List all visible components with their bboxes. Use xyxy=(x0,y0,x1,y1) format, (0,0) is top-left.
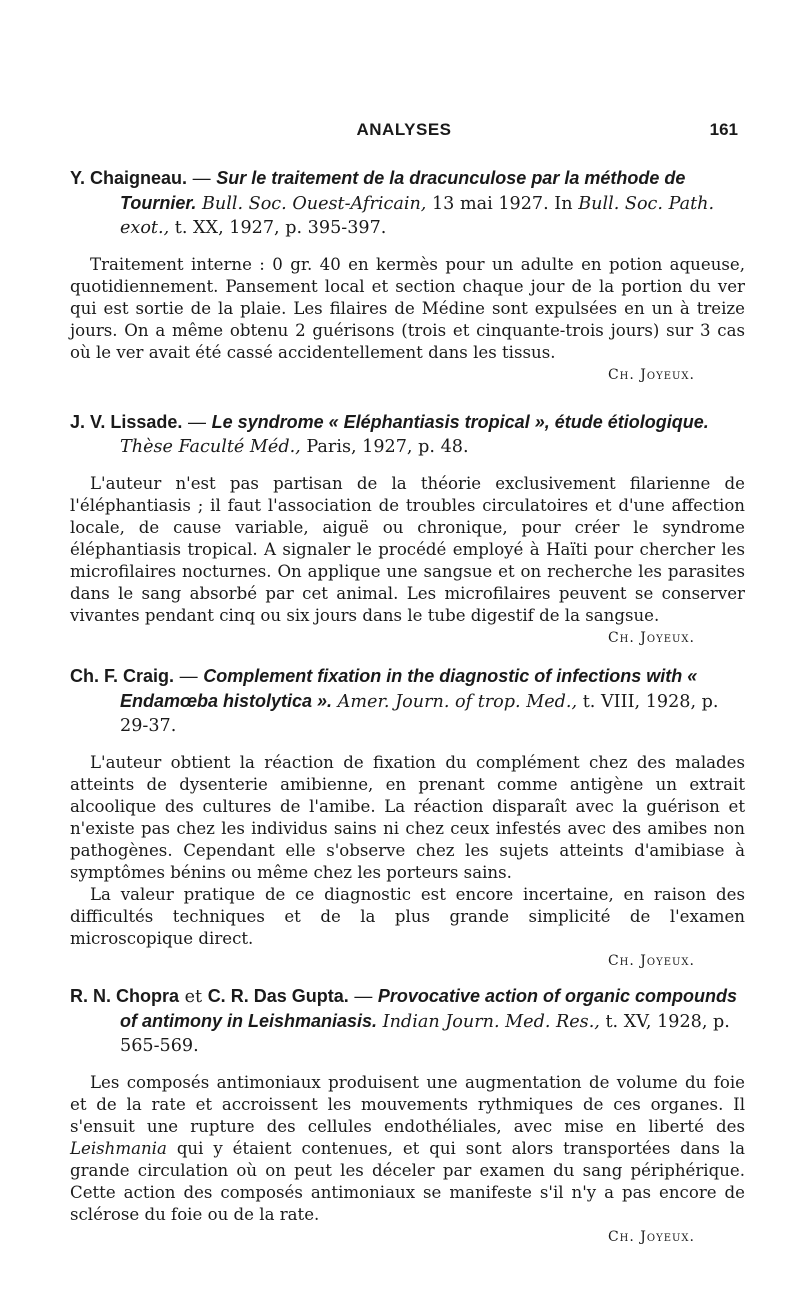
page-number: 161 xyxy=(709,120,738,139)
article-title: Le syndrome « Eléphantiasis tropical », étude étiologique. xyxy=(211,412,709,432)
dash: — xyxy=(179,666,198,686)
abstract-text-continued: La valeur pratique de ce diagnostic est encore incertaine, en raison des difficultés techniques et de la plus grande simplicité de l'examen microscopique direct. xyxy=(70,885,745,948)
abstract-text xyxy=(70,1072,745,1226)
journal-name: Amer. Journ. of trop. Med., xyxy=(337,692,578,712)
abstract-text: Traitement interne : 0 gr. 40 en kermès pour un adulte en potion aqueuse, quotidiennement. Pansement local et section chaque jour de la portion du ver qui est sortie de la plaie. Les filaires de Médine sont expulsées en un à treize jours. On a même obtenu 2 guérisons (trois et cinquante-trois jours) sur 3 cas où le ver avait été cassé accidentellement dans les tissus. xyxy=(70,255,745,362)
reviewer-signature: Ch. Joyeux. xyxy=(607,367,695,383)
article-title: Complement fixation in the diagnostic of infections with « Endamœba histolytica ». xyxy=(120,666,698,711)
author-name-second: C. R. Das Gupta. xyxy=(207,986,349,1006)
abstract-entry-lissade xyxy=(70,410,745,649)
publication-details: t. VIII, 1928, p. 29-37. xyxy=(120,692,719,736)
journal-name: Indian Journ. Med. Res., xyxy=(382,1012,600,1032)
citation xyxy=(70,410,745,459)
publication-details: 13 mai 1927. In xyxy=(431,194,573,214)
citation xyxy=(70,166,745,240)
dash: — xyxy=(192,168,211,188)
abstract-body-part-1: Les composés antimoniaux produisent une augmentation de volume du foie et de la rate et accroissent les mouvements rythmiques de ces organes. Il s'ensuit une rupture des cellules endothéliales, avec mise en liberté des xyxy=(70,1073,745,1136)
author-name: J. V. Lissade. xyxy=(70,412,183,432)
author-name: Y. Chaigneau. xyxy=(70,168,188,188)
abstract-text xyxy=(70,473,745,646)
journal-name: Bull. Soc. Ouest-Africain, xyxy=(201,194,427,214)
reviewer-signature: Ch. Joyeux. xyxy=(607,953,695,969)
dash: — xyxy=(188,412,206,432)
dash: — xyxy=(354,986,373,1006)
genus-name: Leishmania xyxy=(70,1139,167,1158)
abstract-text: L'auteur obtient la réaction de fixation du complément chez des malades atteints de dysenterie amibienne, en prenant comme antigène un extrait alcoolique des cultures de l'amibe. La réaction disparaît avec la guérison et n'existe pas chez les individus sains ni chez ceux infestés avec des amibes non pathogènes. Cependant elle s'observe chez les sujets atteints d'amibiase à symptômes bénins ou même chez les porteurs sains. xyxy=(70,753,745,882)
running-title: ANALYSES xyxy=(356,120,452,139)
abstract-body: L'auteur n'est pas partisan de la théorie exclusivement filarienne de l'éléphantiasis ; il faut l'association de troubles circulatoires et d'une affection locale, de cause variable, aiguë ou chronique, pour créer le syndrome éléphantiasis tropical. A signaler le procédé employé à Haïti pour chercher les microfilaires nocturnes. On applique une sangsue et on recherche les parasites dans le sang absorbé par cet animal. Les microfilaires peuvent se conserver vivantes pendant cinq ou six jours dans le tube digestif de la sangsue. xyxy=(70,474,745,625)
abstract-body-part-2: qui y étaient contenues, et qui sont alors transportées dans la grande circulation où on peut les déceler par examen du sang périphérique. Cette action des composés antimoniaux se manifeste s'il n'y a pas encore de sclérose du foie ou de la rate. xyxy=(70,1139,745,1224)
publication-details: t. XV, 1928, p. 565-569. xyxy=(120,1012,730,1056)
author-conjunction: et xyxy=(184,987,203,1007)
abstract-entry-craig xyxy=(70,664,745,972)
running-head xyxy=(70,120,738,142)
article-title: Provocative action of organic compounds of antimony in Leishmaniasis. xyxy=(120,986,737,1031)
author-name: Ch. F. Craig. xyxy=(70,666,175,686)
citation xyxy=(70,664,745,738)
reviewer-signature: Ch. Joyeux. xyxy=(607,630,695,646)
journal-name-secondary: Bull. Soc. Path. exot., xyxy=(120,194,715,238)
author-name: R. N. Chopra xyxy=(70,986,180,1006)
abstract-entry-chopra-das-gupta xyxy=(70,984,745,1248)
article-title: Sur le traitement de la dracunculose par la méthode de Tournier. xyxy=(120,168,686,213)
reviewer-signature: Ch. Joyeux. xyxy=(607,1229,695,1245)
abstract-entry-chaigneau xyxy=(70,166,745,386)
citation xyxy=(70,984,745,1058)
publication-details: Paris, 1927, p. 48. xyxy=(306,437,469,457)
publication-details-secondary: t. XX, 1927, p. 395-397. xyxy=(174,218,387,238)
journal-name: Thèse Faculté Méd., xyxy=(120,437,301,457)
